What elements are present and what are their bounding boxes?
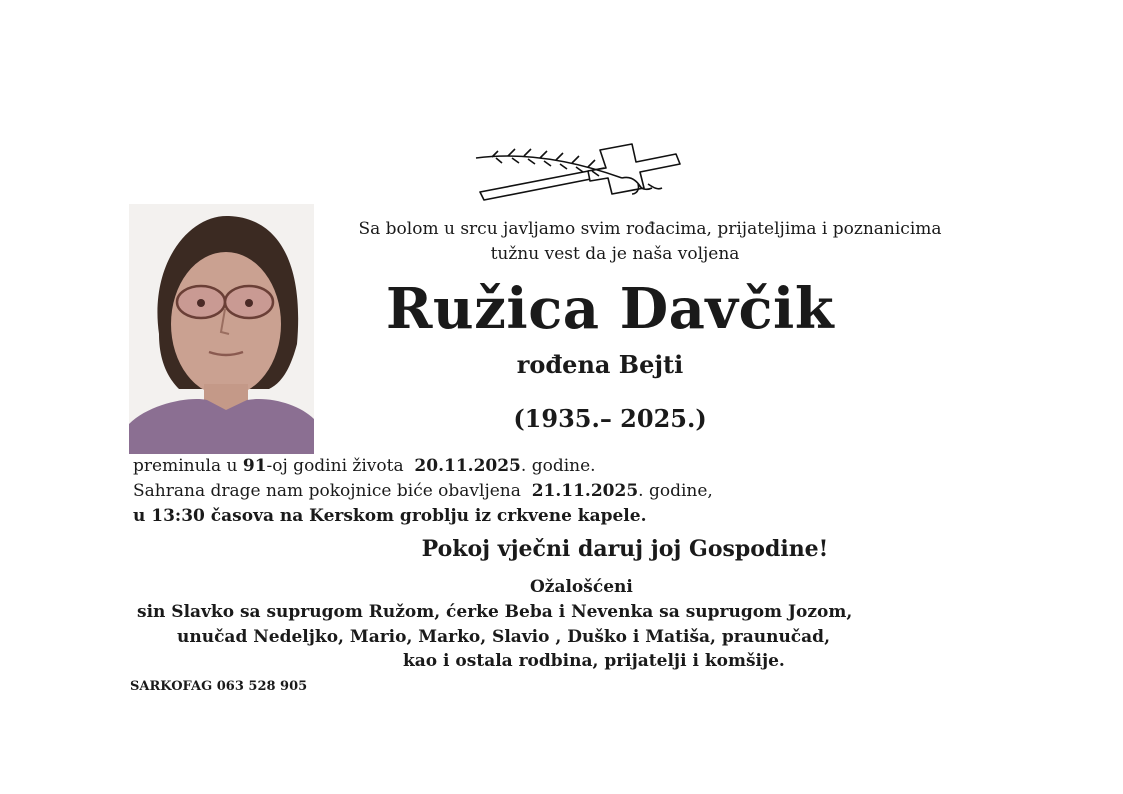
death-date: 20.11.2025 [414, 456, 521, 476]
mourners-line-3: kao i ostala rodbina, prijatelji i komšije. [403, 651, 785, 671]
intro-line-2: tužnu vest da je naša voljena [490, 244, 740, 264]
life-years: (1935.– 2025.) [513, 404, 707, 433]
cross-with-palm-icon [472, 140, 688, 204]
prayer-line: Pokoj vječni daruj joj Gospodine! [421, 536, 829, 562]
funeral-date: 21.11.2025 [531, 481, 639, 501]
maiden-name: rođena Bejti [516, 350, 684, 379]
death-text-a: preminula u [133, 456, 243, 476]
portrait-photo [129, 204, 314, 454]
death-info-line [133, 456, 596, 476]
funeral-service-contact: SARKOFAG 063 528 905 [130, 679, 308, 694]
death-text-b: -oj godini života [266, 456, 415, 476]
intro-line-1: Sa bolom u srcu javljamo svim rođacima, prijateljima i poznanicima [358, 219, 942, 239]
age-value: 91 [242, 456, 267, 476]
mourners-heading: Ožalošćeni [530, 577, 633, 597]
portrait-image [129, 204, 314, 454]
mourners-line-2: unučad Nedeljko, Mario, Marko, Slavio , Duško i Matiša, praunučad, [177, 627, 830, 647]
death-text-c: . godine. [520, 456, 596, 476]
deceased-name: Ružica Davčik [385, 276, 835, 342]
funeral-time-place: u 13:30 časova na Kerskom groblju iz crkvene kapele. [133, 506, 647, 526]
mourners-line-1: sin Slavko sa suprugom Ružom, ćerke Beba i Nevenka sa suprugom Jozom, [137, 602, 853, 622]
funeral-text-b: . godine, [638, 481, 713, 501]
funeral-text-a: Sahrana drage nam pokojnice biće obavljena [133, 481, 532, 501]
funeral-info-line [133, 481, 713, 501]
